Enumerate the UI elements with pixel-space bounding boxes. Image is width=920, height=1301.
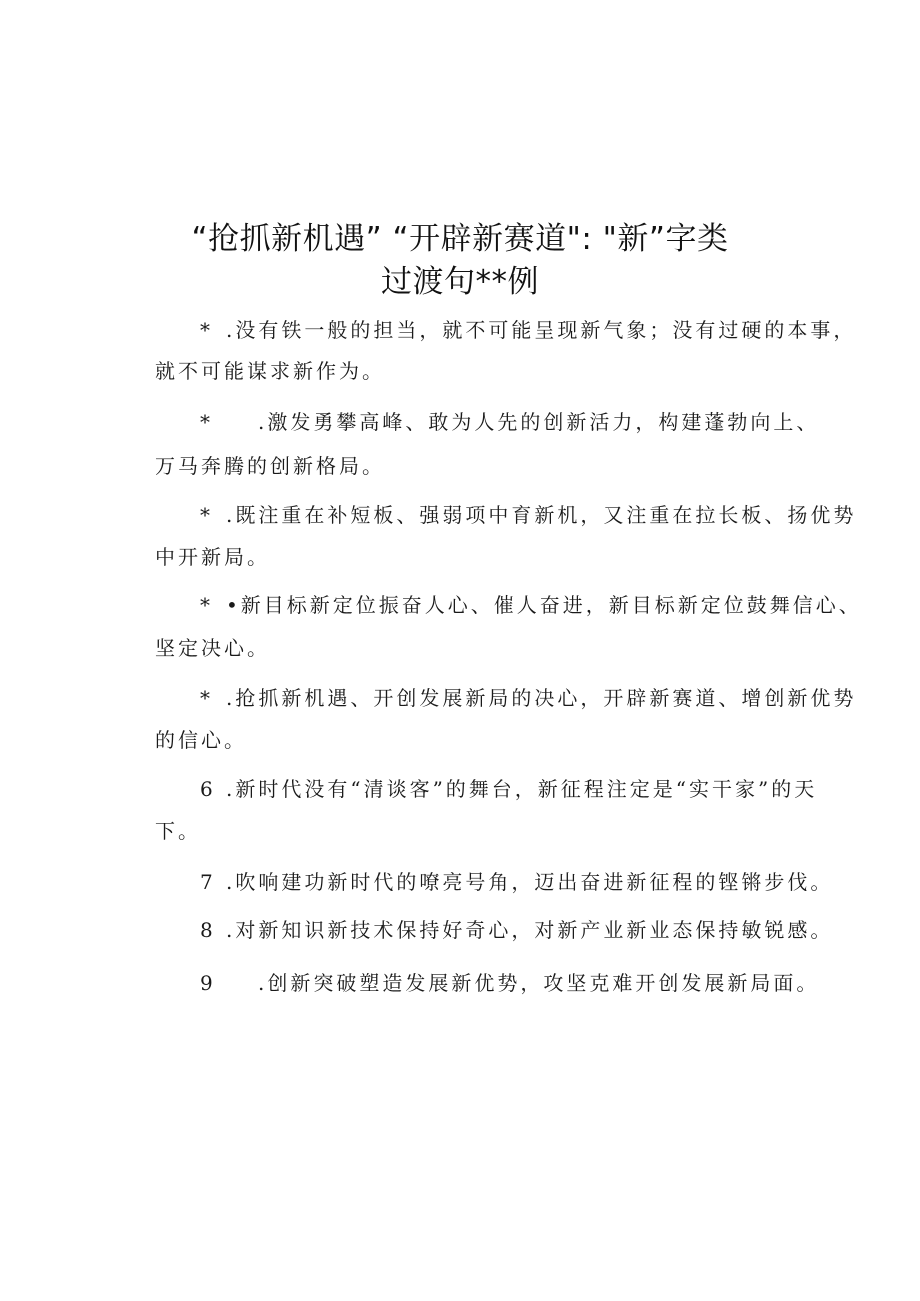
item-marker: *: [200, 318, 213, 342]
item-text-line-2: 的信心。: [155, 728, 247, 752]
document-title-line-1: “抢抓新机遇” “开辟新赛道": "新”字类: [191, 221, 729, 257]
item-text-line-2: 就不可能谋求新作为。: [155, 359, 385, 383]
item-marker: 8: [200, 918, 216, 942]
item-text-line-2: 坚定决心。: [155, 636, 270, 660]
item-text-line-1: .既注重在补短板、强弱项中育新机，又注重在拉长板、扬优势: [226, 503, 857, 527]
item-text-line-1: •新目标新定位振奋人心、催人奋进，新目标新定位鼓舞信心、: [226, 593, 862, 617]
item-marker: *: [200, 593, 213, 617]
item-marker: 9: [200, 971, 216, 995]
document-title-line-2: 过渡句**例: [381, 264, 539, 300]
item-text-line-1: .没有铁一般的担当，就不可能呈现新气象；没有过硬的本事，: [226, 318, 857, 342]
item-text-line-2: 万马奔腾的创新格局。: [155, 454, 385, 478]
item-marker: *: [200, 410, 213, 434]
item-text-line-1: .创新突破塑造发展新优势，攻坚克难开创发展新局面。: [258, 971, 820, 995]
item-marker: 6: [200, 777, 216, 801]
item-text-line-2: 中开新局。: [155, 545, 270, 569]
item-text-line-1: .新时代没有“清谈客”的舞台，新征程注定是“实干家”的天: [226, 777, 818, 801]
item-text-line-1: .激发勇攀高峰、敢为人先的创新活力，构建蓬勃向上、: [258, 410, 820, 434]
item-text-line-1: .抢抓新机遇、开创发展新局的决心，开辟新赛道、增创新优势: [226, 686, 857, 710]
item-marker: 7: [200, 870, 216, 894]
item-marker: *: [200, 503, 213, 527]
item-text-line-2: 下。: [155, 819, 201, 843]
item-text-line-1: .吹响建功新时代的嘹亮号角，迈出奋进新征程的铿锵步伐。: [226, 870, 834, 894]
item-marker: *: [200, 686, 213, 710]
item-text-line-1: .对新知识新技术保持好奇心，对新产业新业态保持敏锐感。: [226, 918, 834, 942]
